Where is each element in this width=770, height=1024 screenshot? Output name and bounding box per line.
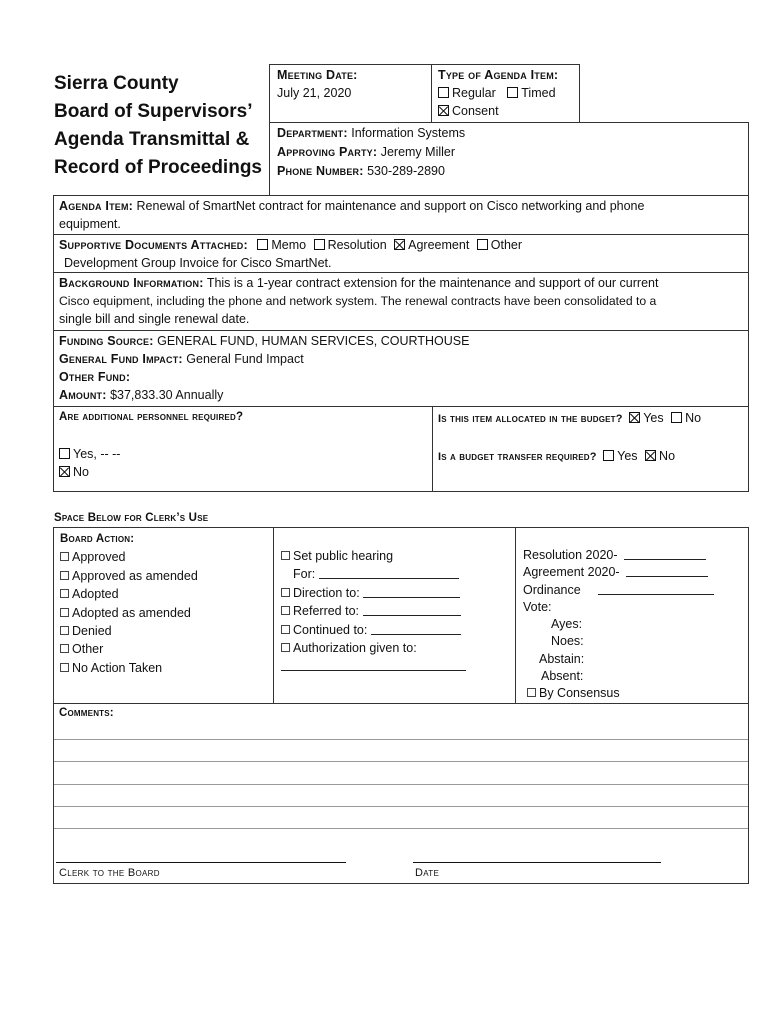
set-public-hearing-label: Set public hearing [293, 549, 394, 563]
title-line-1: Sierra County [54, 73, 179, 94]
department-label: Department: [277, 126, 348, 140]
approved-checkbox[interactable] [60, 552, 69, 561]
action-approved: Approved [72, 550, 126, 565]
resolution-label-clerk: Resolution 2020- [523, 548, 618, 562]
consent-label: Consent [452, 104, 499, 118]
clerk-comments-divider [53, 703, 749, 704]
phone-value: 530-289-2890 [367, 164, 445, 178]
ayes-label: Ayes: [551, 617, 583, 632]
amount-value: $37,833.30 Annually [110, 388, 224, 402]
adopted-amended-checkbox[interactable] [60, 608, 69, 617]
action-adopted-amended: Adopted as amended [72, 605, 191, 620]
background-block [59, 274, 749, 328]
other-action-checkbox[interactable] [60, 644, 69, 653]
regular-label: Regular [452, 86, 496, 100]
budget-transfer-no-label: No [659, 449, 676, 463]
title-line-4: Record of Proceedings [54, 157, 262, 178]
referred-to-checkbox[interactable] [281, 606, 290, 615]
divider-after-background [53, 330, 749, 331]
supportive-docs-label: Supportive Documents Attached: [59, 238, 248, 252]
background-line1: This is a 1-year contract extension for the maintenance and support of our current [206, 276, 659, 290]
funding-source-value: GENERAL FUND, HUMAN SERVICES, COURTHOUSE [157, 334, 470, 348]
memo-label: Memo [271, 238, 307, 252]
personnel-yes-checkbox[interactable] [59, 448, 70, 459]
supportive-docs-line2: Development Group Invoice for Cisco SmartNet. [64, 256, 332, 270]
set-public-hearing-checkbox[interactable] [281, 551, 290, 560]
comment-line-2[interactable] [54, 761, 748, 762]
approving-party-value: Jeremy Miller [380, 145, 456, 159]
other-checkbox[interactable] [477, 239, 488, 250]
by-consensus-checkbox[interactable] [527, 688, 536, 697]
agenda-item-line2: equipment. [59, 217, 121, 231]
funding-source-label: Funding Source: [59, 334, 154, 348]
authorization-label: Authorization given to: [293, 641, 417, 656]
timed-label: Timed [521, 86, 556, 100]
comment-line-5[interactable] [54, 828, 748, 829]
action-other: Other [72, 642, 104, 657]
background-line3: single bill and single renewal date. [59, 312, 250, 326]
for-label: For: [293, 567, 316, 582]
background-label: Background Information: [59, 276, 204, 290]
approved-amended-checkbox[interactable] [60, 571, 69, 580]
department-block [277, 124, 465, 181]
comments-label: Comments: [59, 707, 114, 719]
ordinance-blank[interactable] [598, 583, 714, 595]
action-denied: Denied [72, 624, 112, 639]
agenda-item-label: Agenda Item: [59, 199, 134, 213]
agenda-type-label: Type of Agenda Item: [438, 68, 559, 82]
document-title [54, 70, 269, 182]
budget-allocated-label: Is this item allocated in the budget? [438, 413, 623, 425]
direction-to-blank[interactable] [363, 586, 460, 598]
action-adopted: Adopted [72, 587, 119, 602]
other-fund-label: Other Fund: [59, 370, 131, 384]
budget-transfer-yes-label: Yes [617, 449, 638, 463]
comment-line-4[interactable] [54, 806, 748, 807]
personnel-label: Are additional personnel required? [59, 411, 244, 423]
noes-label: Noes: [551, 634, 584, 649]
divider-after-supportive-docs [53, 272, 749, 273]
agreement-checkbox[interactable] [394, 239, 405, 250]
comment-line-1[interactable] [54, 739, 748, 740]
resolution-label: Resolution [327, 238, 387, 252]
clerk-signature-line[interactable] [56, 862, 346, 863]
action-approved-amended: Approved as amended [72, 568, 198, 583]
referred-to-blank[interactable] [363, 604, 461, 616]
agreement-blank[interactable] [626, 565, 708, 577]
budget-transfer-no-checkbox[interactable] [645, 450, 656, 461]
clerk-col-divider-1 [273, 527, 274, 703]
for-blank[interactable] [319, 567, 459, 579]
referred-to-label: Referred to: [293, 604, 360, 619]
budget-transfer-yes-checkbox[interactable] [603, 450, 614, 461]
header-divider-mid [431, 64, 432, 122]
general-fund-impact-value: General Fund Impact [186, 352, 304, 366]
denied-checkbox[interactable] [60, 626, 69, 635]
resolution-checkbox[interactable] [314, 239, 325, 250]
continued-to-blank[interactable] [371, 623, 461, 635]
approving-party-label: Approving Party: [277, 145, 378, 159]
budget-allocated-yes-label: Yes [643, 411, 664, 425]
authorization-blank[interactable] [281, 659, 466, 671]
agenda-item-block [59, 197, 744, 233]
header-divider-left [269, 64, 270, 195]
abstain-label: Abstain: [539, 651, 585, 666]
continued-to-label: Continued to: [293, 622, 368, 637]
department-value: Information Systems [351, 126, 466, 140]
other-label: Other [490, 238, 523, 252]
regular-checkbox[interactable] [438, 87, 449, 98]
absent-label: Absent: [541, 669, 584, 684]
budget-allocated-no-label: No [685, 411, 702, 425]
resolution-blank[interactable] [624, 548, 706, 560]
personnel-budget-divider [432, 406, 433, 492]
by-consensus-label: By Consensus [539, 686, 620, 701]
agreement-label-clerk: Agreement 2020- [523, 565, 620, 580]
meeting-date-value: July 21, 2020 [277, 86, 352, 100]
title-line-2: Board of Supervisors’ [54, 101, 253, 122]
amount-label: Amount: [59, 388, 107, 402]
resolution-column [523, 547, 745, 703]
budget-transfer-row [438, 447, 748, 466]
header-top-line [269, 64, 579, 65]
vote-label: Vote: [523, 599, 552, 614]
clerk-signature-label: Clerk to the Board [59, 867, 160, 879]
title-line-3: Agenda Transmittal & [54, 129, 250, 150]
budget-allocated-row [438, 409, 748, 428]
ordinance-label: Ordinance [523, 582, 581, 597]
memo-checkbox[interactable] [257, 239, 268, 250]
budget-transfer-label: Is a budget transfer required? [438, 451, 597, 463]
clerk-section-label: Space Below for Clerk’s Use [54, 512, 209, 524]
personnel-yes-label: Yes, -- -- [73, 447, 121, 461]
divider-after-funding [53, 406, 749, 407]
action-no-action: No Action Taken [72, 660, 163, 675]
authorization-checkbox[interactable] [281, 643, 290, 652]
phone-label: Phone Number: [277, 164, 364, 178]
continued-to-checkbox[interactable] [281, 625, 290, 634]
header-divider-right [579, 64, 580, 122]
agenda-type-block [438, 66, 558, 120]
date-label: Date [415, 867, 440, 879]
comment-line-3[interactable] [54, 784, 748, 785]
meeting-date-block [277, 66, 358, 102]
header-mid-line [269, 122, 749, 123]
agenda-item-line1: Renewal of SmartNet contract for maintenance and support on Cisco networking and phone [136, 199, 645, 213]
clerk-col-divider-2 [515, 527, 516, 703]
budget-allocated-no-checkbox[interactable] [671, 412, 682, 423]
board-action-column [60, 530, 270, 677]
direction-to-checkbox[interactable] [281, 588, 290, 597]
general-fund-impact-label: General Fund Impact: [59, 352, 183, 366]
timed-checkbox[interactable] [507, 87, 518, 98]
personnel-no-checkbox[interactable] [59, 466, 70, 477]
board-action-label: Board Action: [60, 533, 135, 545]
personnel-no-label: No [73, 465, 89, 479]
header-right-edge [748, 122, 749, 195]
divider-after-agenda-item [53, 234, 749, 235]
no-action-checkbox[interactable] [60, 663, 69, 672]
background-line2: Cisco equipment, including the phone and network system. The renewal contracts have been consolidated to a [59, 294, 657, 308]
meeting-date-label: Meeting Date: [277, 68, 358, 82]
supportive-docs-block [59, 236, 744, 272]
consent-checkbox[interactable] [438, 105, 449, 116]
date-signature-line[interactable] [413, 862, 661, 863]
direction-to-label: Direction to: [293, 585, 360, 600]
personnel-block [59, 408, 429, 481]
agreement-label: Agreement [408, 238, 470, 252]
funding-block [59, 332, 744, 404]
adopted-checkbox[interactable] [60, 589, 69, 598]
hearing-column [281, 547, 511, 676]
budget-allocated-yes-checkbox[interactable] [629, 412, 640, 423]
